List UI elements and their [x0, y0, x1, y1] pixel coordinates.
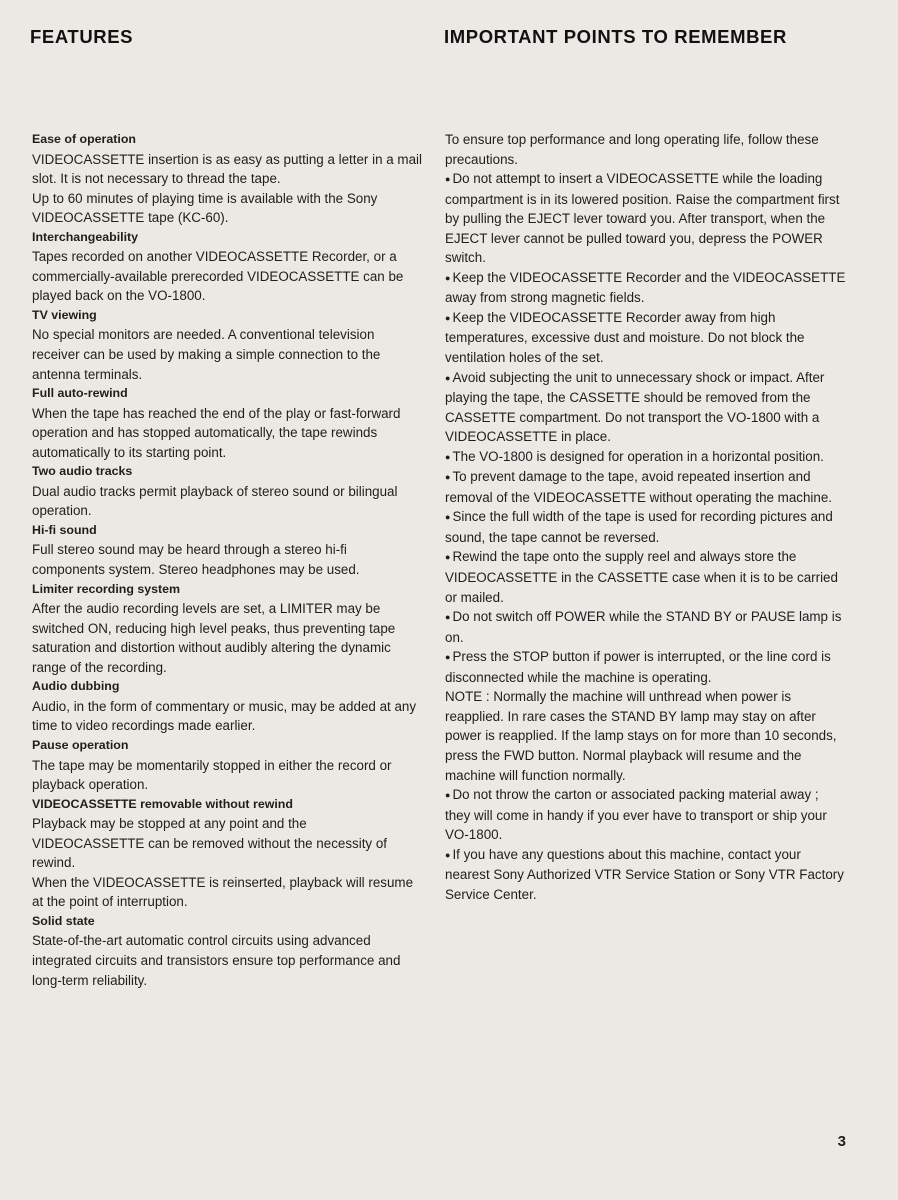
important-points-column	[445, 130, 847, 904]
feature-title: Full auto-rewind	[32, 386, 128, 401]
feature-title: Pause operation	[32, 737, 129, 752]
point-text: To prevent damage to the tape, avoid repeated insertion and removal of the VIDEOCASSETTE without operating the machine.	[445, 469, 833, 505]
feature-paragraph: Audio, in the form of commentary or music, may be added at any time to video recordings made earlier.	[32, 698, 417, 734]
point-text: Do not switch off POWER while the STAND BY or PAUSE lamp is on.	[445, 609, 842, 645]
features-heading: FEATURES	[30, 26, 134, 47]
point-item	[445, 268, 847, 308]
feature-paragraph: Dual audio tracks permit playback of stereo sound or bilingual operation.	[32, 483, 398, 519]
point-text: Keep the VIDEOCASSETTE Recorder away from high temperatures, excessive dust and moisture. Do not block the ventilation holes of the set.	[445, 309, 805, 366]
point-item	[445, 547, 847, 607]
point-item	[445, 368, 847, 447]
point-item	[445, 607, 847, 647]
feature-title: Ease of operation	[32, 132, 136, 146]
point-item	[445, 647, 847, 687]
feature-paragraph: The tape may be momentarily stopped in either the record or playback operation.	[32, 757, 392, 793]
point-item	[445, 447, 847, 468]
feature-title: TV viewing	[32, 307, 97, 322]
feature-paragraph: No special monitors are needed. A conventional television receiver can be used by making a simple connection to the antenna terminals.	[32, 327, 381, 382]
point-item	[445, 785, 847, 845]
point-item	[445, 308, 847, 368]
feature-paragraph: When the VIDEOCASSETTE is reinserted, playback will resume at the point of interruption.	[32, 874, 414, 910]
feature-paragraph: Full stereo sound may be heard through a stereo hi-fi components system. Stereo headphones may be used.	[32, 542, 360, 578]
feature-paragraph: Tapes recorded on another VIDEOCASSETTE Recorder, or a commercially-available prerecorded VIDEOCASSETTE can be played back on the VO-1800.	[32, 249, 404, 304]
feature-paragraph: Playback may be stopped at any point and the VIDEOCASSETTE can be removed without the necessity of rewind.	[32, 816, 388, 871]
points-note: NOTE : Normally the machine will unthread when power is reapplied. In rare cases the STAND BY lamp may stay on after power is reapplied. If the lamp stays on for more than 10 seconds, press the FWD button. Normal playback will resume and the machine will function normally.	[445, 689, 837, 783]
point-text: Rewind the tape onto the supply reel and always store the VIDEOCASSETTE in the CASSETTE case when it is to be carried or mailed.	[445, 549, 838, 605]
feature-paragraph: State-of-the-art automatic control circuits using advanced integrated circuits and transistors ensure top performance and long-term reliability.	[32, 933, 401, 988]
point-text: Keep the VIDEOCASSETTE Recorder and the VIDEOCASSETTE away from strong magnetic fields.	[445, 269, 846, 306]
feature-paragraph: When the tape has reached the end of the play or fast-forward operation and has stopped automatically, the tape rewinds automatically to its starting point.	[32, 405, 401, 460]
point-item	[445, 467, 847, 507]
feature-paragraph: Up to 60 minutes of playing time is available with the Sony VIDEOCASSETTE tape (KC-60).	[32, 190, 378, 226]
feature-title: Two audio tracks	[32, 464, 133, 479]
page-number: 3	[837, 1133, 846, 1150]
feature-title: VIDEOCASSETTE removable without rewind	[32, 796, 293, 811]
important-points-heading: IMPORTANT POINTS TO REMEMBER	[444, 26, 787, 47]
point-text: Avoid subjecting the unit to unnecessary shock or impact. After playing the tape, the CASSETTE should be removed from the CASSETTE compartment. Do not transport the VO-1800 with a VIDEOCASSETTE in place.	[445, 369, 825, 445]
point-text: Do not throw the carton or associated packing material away ; they will come in handy if you ever have to transport or ship your VO-1800.	[445, 787, 827, 843]
point-text: The VO-1800 is designed for operation in a horizontal position.	[452, 448, 824, 464]
point-item	[445, 507, 847, 547]
feature-title: Audio dubbing	[32, 679, 120, 694]
point-text: If you have any questions about this machine, contact your nearest Sony Authorized VTR Service Station or Sony VTR Factory Service Center.	[445, 846, 844, 902]
point-item	[445, 845, 847, 905]
points-intro: To ensure top performance and long operating life, follow these precautions.	[445, 132, 819, 167]
point-text: Do not attempt to insert a VIDEOCASSETTE while the loading compartment is in its lowered position. Raise the compartment first by pulling the EJECT lever toward you. After transport, when the EJECT lever cannot be pulled toward you, depress the POWER switch.	[445, 171, 840, 266]
feature-title: Limiter recording system	[32, 581, 181, 596]
feature-paragraph: VIDEOCASSETTE insertion is as easy as putting a letter in a mail slot. It is not necessary to thread the tape.	[32, 151, 422, 187]
feature-title: Interchangeability	[32, 229, 139, 244]
point-item	[445, 169, 847, 268]
point-text: Since the full width of the tape is used for recording pictures and sound, the tape cannot be reversed.	[445, 509, 833, 545]
feature-title: Solid state	[32, 913, 95, 928]
point-text: Press the STOP button if power is interrupted, or the line cord is disconnected while the machine is operating.	[445, 649, 831, 685]
feature-paragraph: After the audio recording levels are set, a LIMITER may be switched ON, reducing high level peaks, thus preventing tape saturation and distortion without audibly altering the dynamic range of the recording.	[32, 601, 396, 675]
feature-title: Hi-fi sound	[32, 522, 97, 537]
features-column	[32, 130, 422, 990]
